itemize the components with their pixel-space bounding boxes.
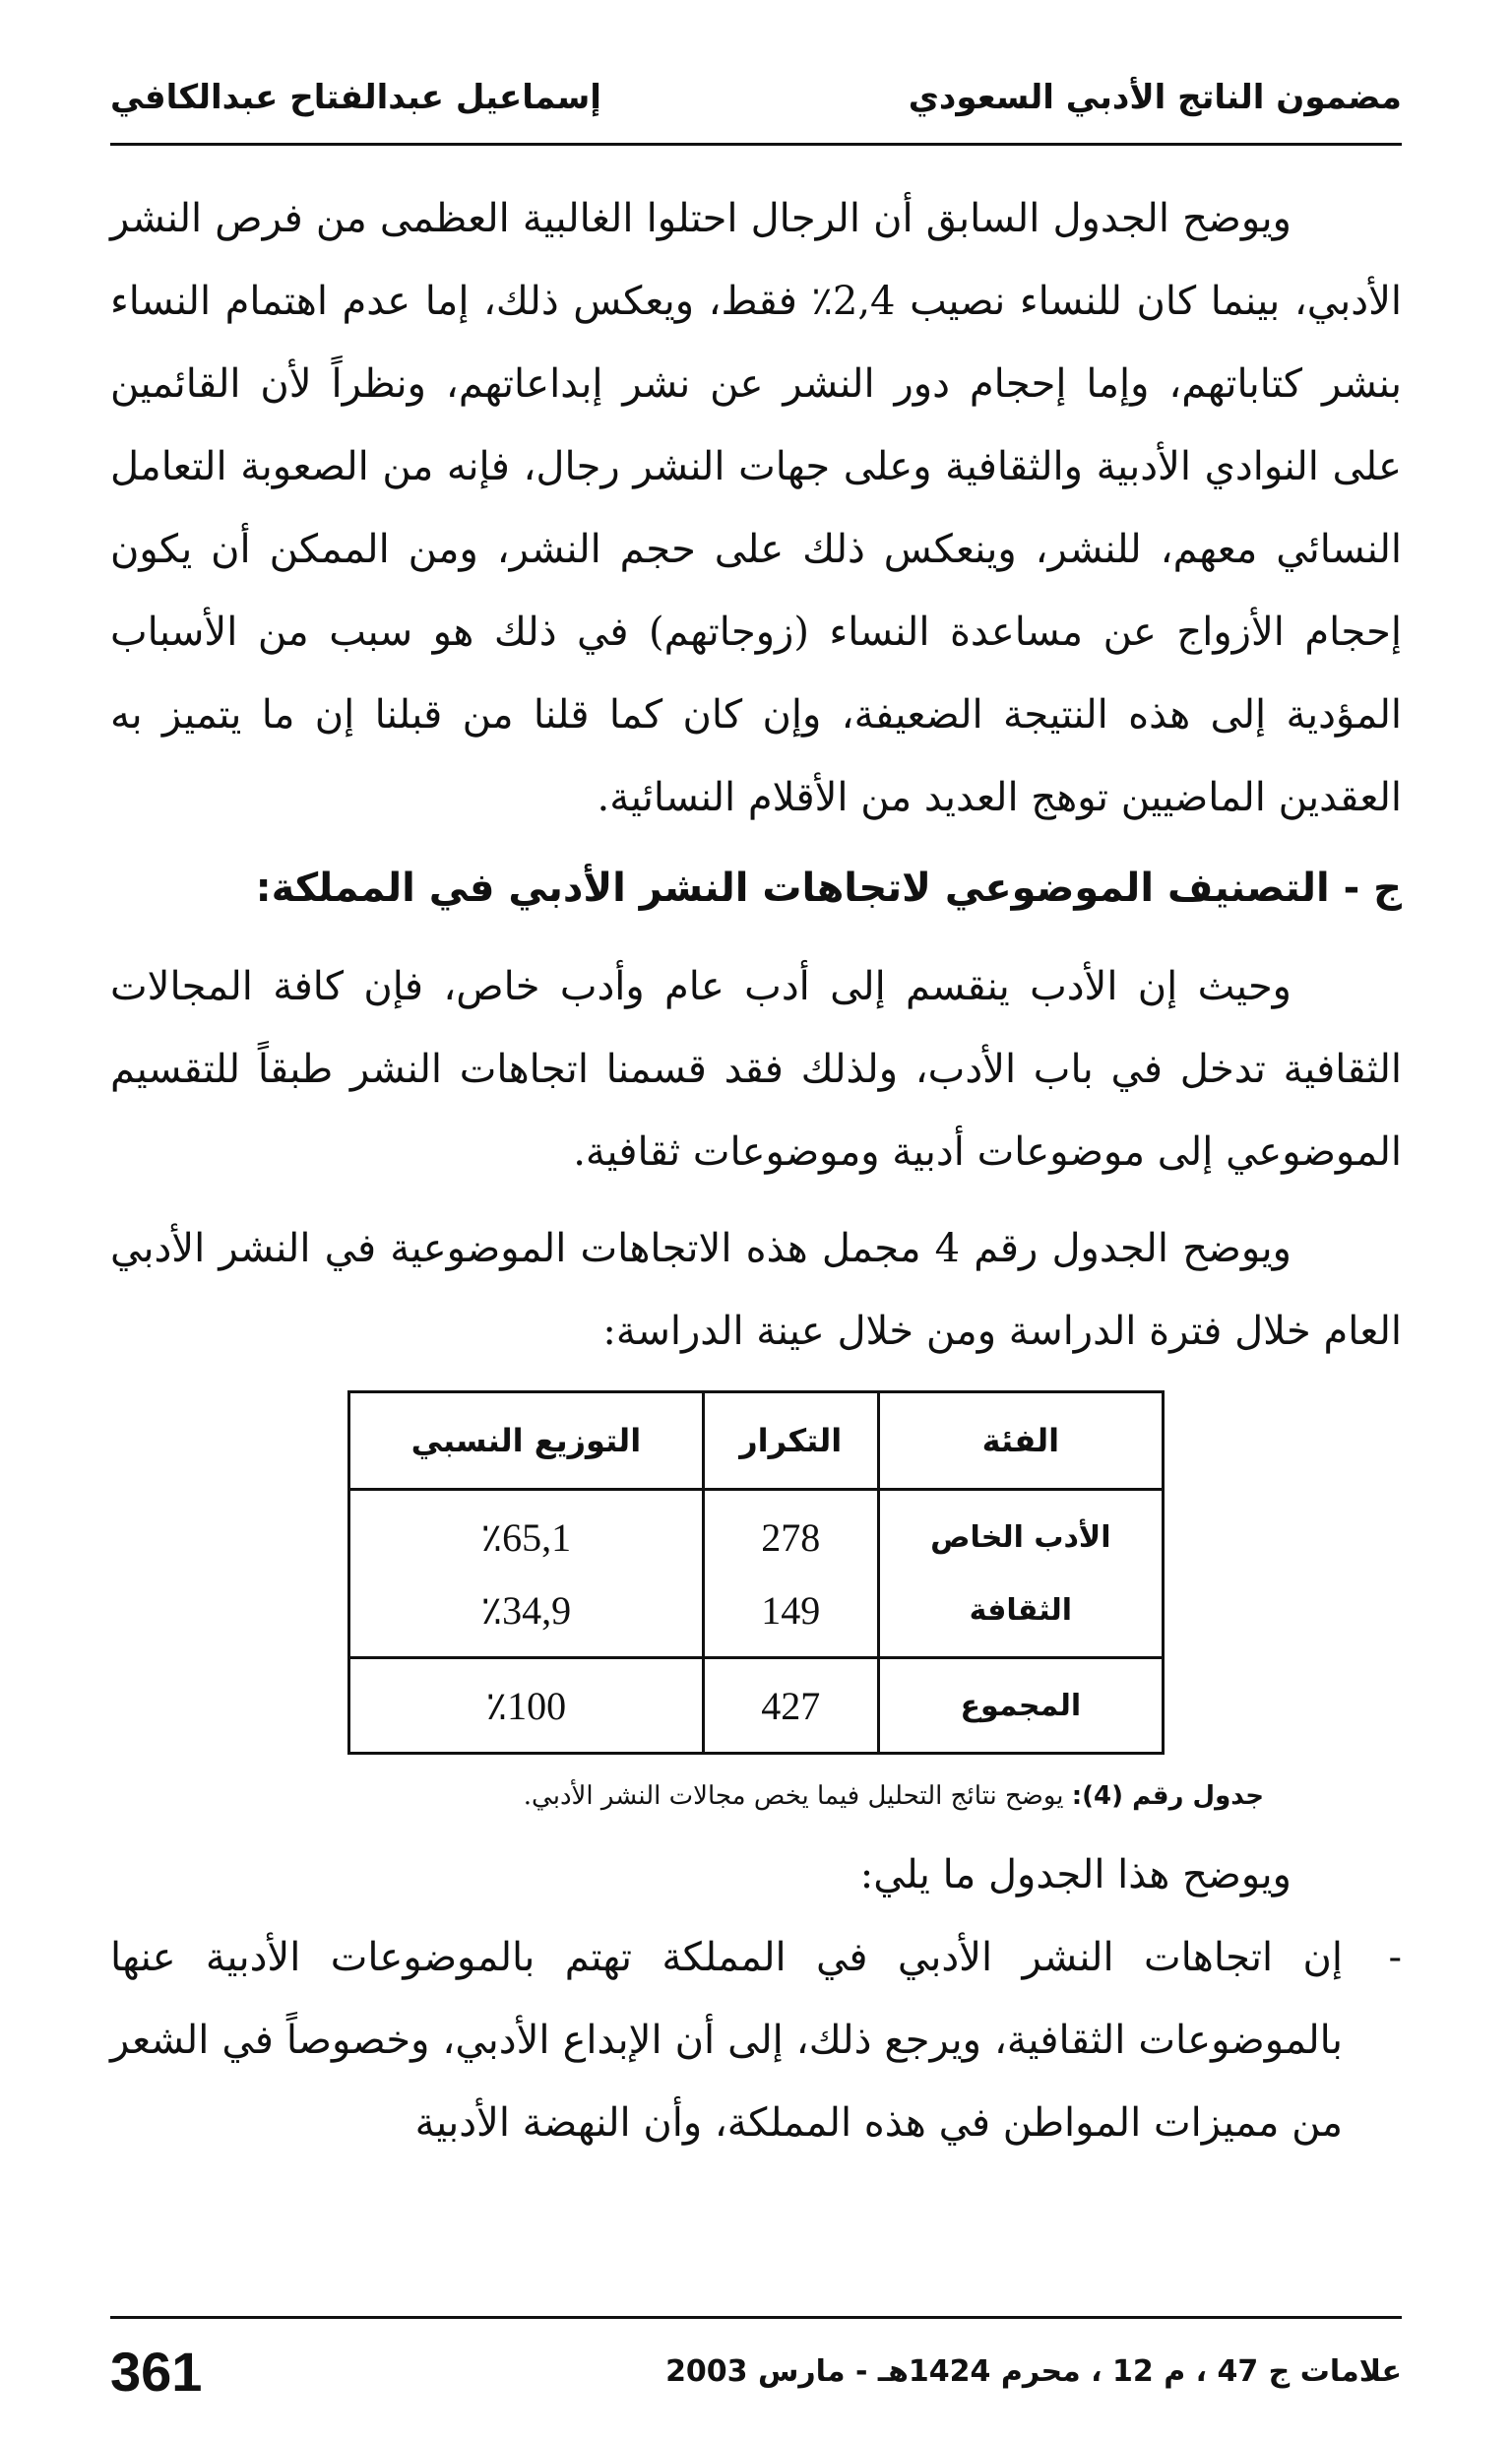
page-number: 361 — [110, 2340, 203, 2403]
article-title: مضمون الناتج الأدبي السعودي — [908, 78, 1402, 117]
table-total-row — [349, 1658, 1164, 1754]
header-distribution: التوزيع النسبي — [349, 1392, 704, 1490]
table-caption — [110, 1768, 1402, 1824]
paragraph-1: ويوضح الجدول السابق أن الرجال احتلوا الغالبية العظمى من فرص النشر الأدبي، بينما كان للنساء نصيب 2,4٪ فقط، ويعكس ذلك، إما عدم اهتمام النساء بنشر كتاباتهم، وإما إحجام دور النشر عن نشر إبداعاتهم، ونظراً لأن القائمين على النوادي الأدبية والثقافية وعلى جهات النشر رجال، فإنه من الصعوبة التعامل النسائي معهم، للنشر، وينعكس ذلك على حجم النشر، ومن الممكن أن يكون إحجام الأزواج عن مساعدة النساء (زوجاتهم) في ذلك هو سبب من الأسباب المؤدية إلى هذه النتيجة الضعيفة، وإن كان كما قلنا من قبلنا إن ما يتميز به العقدين الماضيين توهج العديد من الأقلام النسائية. — [110, 196, 1403, 820]
author-name: إسماعيل عبدالفتاح عبدالكافي — [110, 78, 601, 117]
table-header-row — [349, 1392, 1164, 1490]
total-distribution: ٪100 — [349, 1658, 704, 1754]
paragraph-4: ويوضح هذا الجدول ما يلي: — [859, 1852, 1292, 1897]
table-row — [349, 1574, 1164, 1658]
caption-text: يوضح نتائج التحليل فيما يخص مجالات النشر الأدبي. — [523, 1781, 1064, 1811]
paragraph-3: ويوضح الجدول رقم 4 مجمل هذه الاتجاهات الموضوعية في النشر الأدبي العام خلال فترة الدراسة ومن خلال عينة الدراسة: — [110, 1226, 1402, 1354]
results-table — [347, 1390, 1165, 1755]
row-distribution: ٪65,1 — [349, 1490, 704, 1574]
row-frequency: 149 — [703, 1574, 878, 1658]
caption-label: جدول رقم (4): — [1071, 1781, 1264, 1811]
row-frequency: 278 — [703, 1490, 878, 1574]
row-category: الأدب الخاص — [878, 1490, 1163, 1574]
row-category: الثقافة — [878, 1574, 1163, 1658]
total-category: المجموع — [878, 1658, 1163, 1754]
section-heading: ج - التصنيف الموضوعي لاتجاهات النشر الأدبي في المملكة: — [255, 866, 1402, 911]
header-frequency: التكرار — [703, 1392, 878, 1490]
bullet-marker: - — [1388, 1935, 1402, 1980]
page-footer — [110, 2332, 1402, 2410]
row-distribution: ٪34,9 — [349, 1574, 704, 1658]
footer-rule — [110, 2316, 1402, 2319]
bullet-text: إن اتجاهات النشر الأدبي في المملكة تهتم بالموضوعات الأدبية عنها بالموضوعات الثقافية، ويرجع ذلك، إلى أن الإبداع الأدبي، وخصوصاً في الشعر من مميزات المواطن في هذه المملكة، وأن النهضة الأدبية — [110, 1935, 1343, 2146]
bullet-list — [110, 1916, 1402, 2164]
paragraph-2: وحيث إن الأدب ينقسم إلى أدب عام وأدب خاص، فإن كافة المجالات الثقافية تدخل في باب الأدب، ولذلك فقد قسمنا اتجاهات النشر طبقاً للتقسيم الموضوعي إلى موضوعات أدبية وموضوعات ثقافية. — [110, 964, 1402, 1175]
journal-citation: علامات ج 47 ، م 12 ، محرم 1424هـ - مارس 2003 — [665, 2353, 1402, 2389]
table-row — [349, 1490, 1164, 1574]
page-content — [110, 177, 1402, 2164]
header-rule — [110, 143, 1402, 146]
running-header — [110, 63, 1402, 132]
list-item — [110, 1916, 1402, 2164]
header-category: الفئة — [878, 1392, 1163, 1490]
total-frequency: 427 — [703, 1658, 878, 1754]
